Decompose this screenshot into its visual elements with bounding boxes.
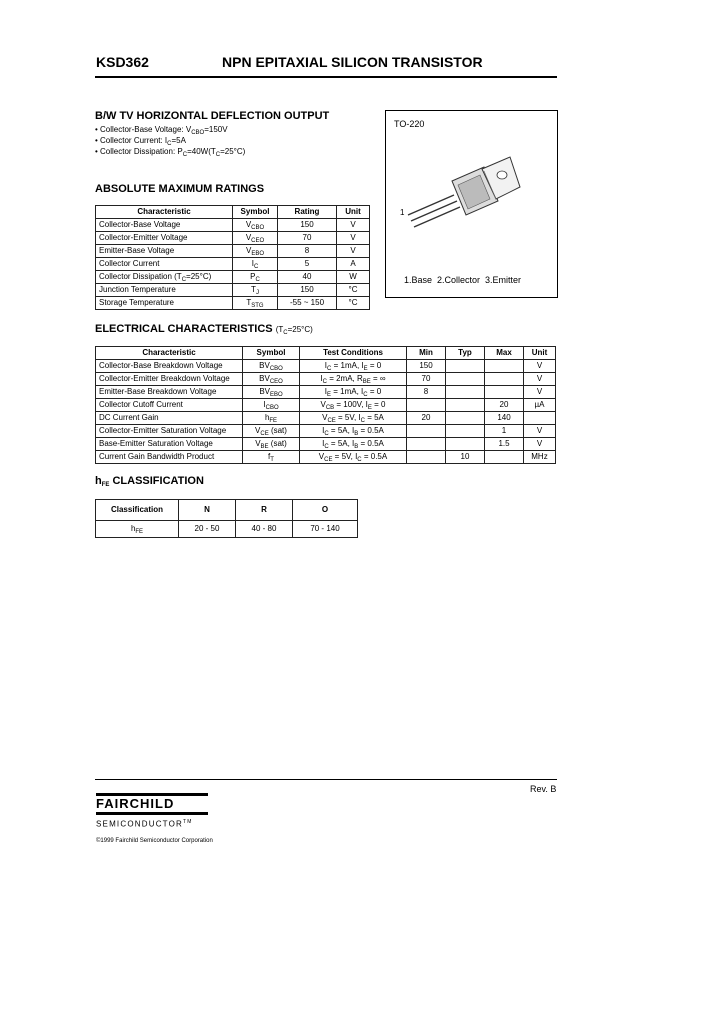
feature-bullet: • Collector Dissipation: $P_C=40W(T_C=25^\circ C)$: [95, 147, 246, 158]
table-row: $h_{FE}$ 20 - 50 40 - 80 70 - 140: [96, 521, 358, 538]
table-row: Emitter-Base Breakdown Voltage $BV_{EBO}$ $I_E = 1mA$, $I_C = 0$ 8 V: [96, 386, 556, 399]
column-header: O: [293, 500, 358, 521]
test-condition: $I_C = 2mA$, $R_{BE}$ = ∞: [300, 373, 407, 386]
electrical-table-body: [96, 360, 556, 464]
column-header: Characteristic: [96, 347, 243, 360]
package-name: TO-220: [394, 119, 425, 129]
column-header: Unit: [524, 347, 556, 360]
test-condition: $I_C = 5A$, $I_B = 0.5A$: [300, 438, 407, 451]
logo-subtitle: SEMICONDUCTOR™: [96, 819, 193, 829]
table-row: Collector-Emitter Saturation Voltage $V_{CE}$ (sat) $I_C = 5A$, $I_B = 0.5A$ 1 V: [96, 425, 556, 438]
hfe-heading: $h_{FE}$ CLASSIFICATION: [95, 475, 204, 488]
table-row: Collector Cutoff Current $I_{CBO}$ $V_{CB} = 100V$, $I_E = 0$ 20 µA: [96, 399, 556, 412]
table-row: Emitter-Base Voltage $V_{EBO}$ 8 V: [96, 245, 370, 258]
column-header: R: [236, 500, 293, 521]
footer-rule: [95, 779, 557, 780]
test-condition: $I_E = 1mA$, $I_C = 0$: [300, 386, 407, 399]
revision: Rev. B: [530, 784, 557, 794]
hfe-table: [95, 499, 358, 538]
pin-assignment: 1.Base 2.Collector 3.Emitter: [404, 275, 522, 285]
column-header: Rating: [278, 206, 337, 219]
application-heading: B/W TV HORIZONTAL DEFLECTION OUTPUT: [95, 110, 330, 122]
test-condition: $V_{CE} = 5V$, $I_C = 0.5A$: [300, 451, 407, 464]
column-header: Unit: [337, 206, 370, 219]
electrical-heading: ELECTRICAL CHARACTERISTICS $(T_C=25^\circ C)$: [95, 323, 313, 336]
table-row: Current Gain Bandwidth Product $f_T$ $V_{CE} = 5V$, $I_C = 0.5A$ 10 MHz: [96, 451, 556, 464]
fairchild-logo: FAIRCHILD: [96, 793, 208, 815]
table-row: Collector Current $I_C$ 5 A: [96, 258, 370, 271]
table-row: Base-Emitter Saturation Voltage $V_{BE}$ (sat) $I_C = 5A$, $I_B = 0.5A$ 1.5 V: [96, 438, 556, 451]
table-row: Collector-Emitter Voltage $V_{CEO}$ 70 V: [96, 232, 370, 245]
column-header: Symbol: [243, 347, 300, 360]
package-box: [385, 110, 558, 298]
test-condition: $I_C = 5A$, $I_B = 0.5A$: [300, 425, 407, 438]
test-condition: $V_{CB} = 100V$, $I_E = 0$: [300, 399, 407, 412]
header-rule: [95, 76, 557, 78]
column-header: Characteristic: [96, 206, 233, 219]
table-row: Junction Temperature $T_J$ 150 °C: [96, 284, 370, 297]
table-header-row: [96, 500, 358, 521]
column-header: Min: [407, 347, 446, 360]
document-title: NPN EPITAXIAL SILICON TRANSISTOR: [222, 54, 483, 70]
pin-one-marker: 1: [400, 208, 405, 217]
test-condition: $I_C = 1mA$, $I_E = 0$: [300, 360, 407, 373]
abs-max-table: [95, 205, 370, 310]
test-condition: $V_{CE} = 5V$, $I_C = 5A$: [300, 412, 407, 425]
table-row: Collector Dissipation $(T_C=25^\circ C)$ $P_C$ 40 W: [96, 271, 370, 284]
column-header: Symbol: [233, 206, 278, 219]
part-number: KSD362: [96, 54, 149, 70]
table-header-row: [96, 347, 556, 360]
table-row: Collector-Base Voltage $V_{CBO}$ 150 V: [96, 219, 370, 232]
column-header: N: [179, 500, 236, 521]
column-header: Test Conditions: [300, 347, 407, 360]
table-row: DC Current Gain $h_{FE}$ $V_{CE} = 5V$, $I_C = 5A$ 20 140: [96, 412, 556, 425]
table-row: Storage Temperature $T_{STG}$ -55 ~ 150 °C: [96, 297, 370, 310]
feature-bullet: • Collector-Base Voltage: $V_{CBO}=150V$: [95, 125, 228, 136]
copyright: ©1999 Fairchild Semiconductor Corporation: [96, 838, 213, 844]
column-header: Max: [485, 347, 524, 360]
column-header: Typ: [446, 347, 485, 360]
abs-max-heading: ABSOLUTE MAXIMUM RATINGS: [95, 183, 265, 195]
column-header: Classification: [96, 500, 179, 521]
feature-bullet: • Collector Current: $I_C=5A$: [95, 136, 186, 147]
electrical-table: [95, 346, 556, 464]
to220-package-drawing: [386, 111, 557, 297]
table-header-row: [96, 206, 370, 219]
table-row: Collector-Emitter Breakdown Voltage $BV_{CEO}$ $I_C = 2mA$, $R_{BE}$ = ∞ 70 V: [96, 373, 556, 386]
table-row: Collector-Base Breakdown Voltage $BV_{CBO}$ $I_C = 1mA$, $I_E = 0$ 150 V: [96, 360, 556, 373]
